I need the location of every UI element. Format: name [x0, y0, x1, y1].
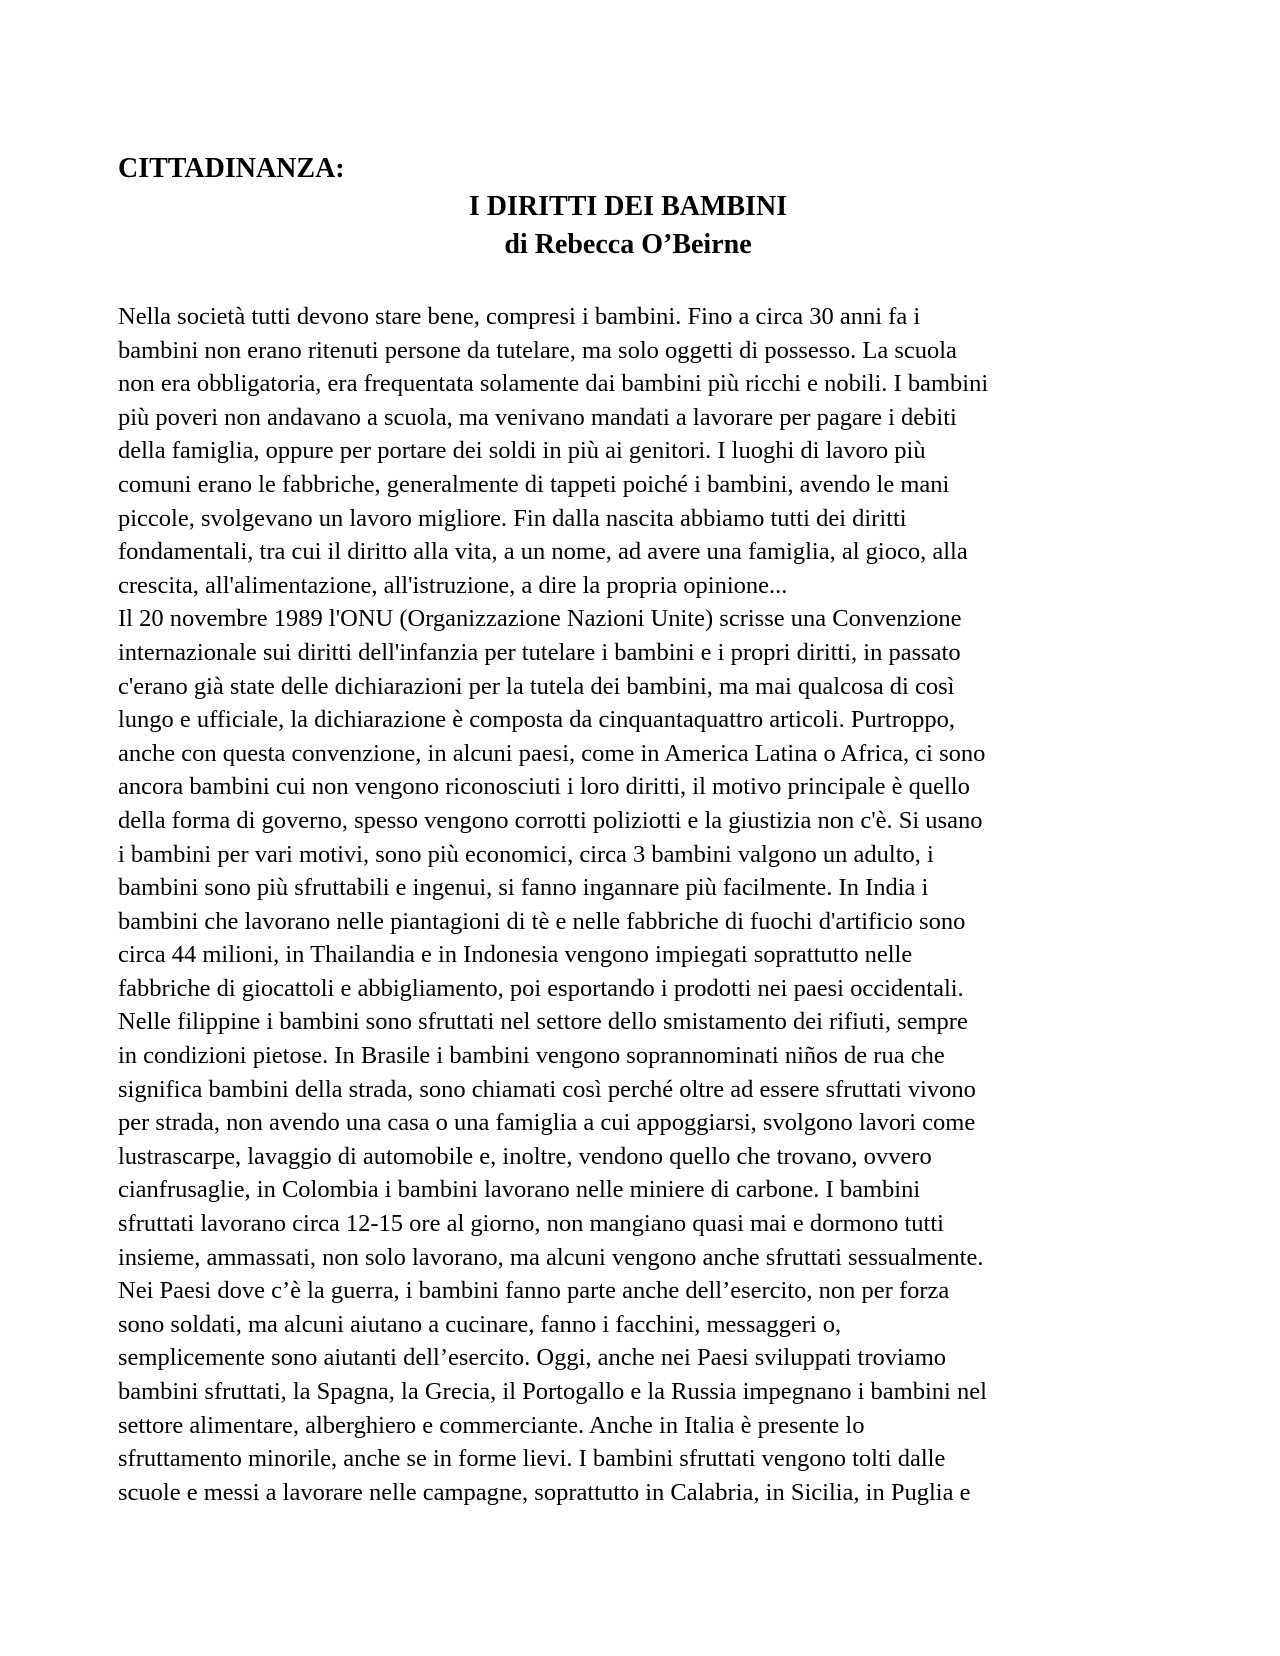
- text-line: cianfrusaglie, in Colombia i bambini lavorano nelle miniere di carbone. I bambini: [118, 1176, 921, 1204]
- text-line: comuni erano le fabbriche, generalmente di tappeti poiché i bambini, avendo le mani: [118, 470, 950, 498]
- text-line: più poveri non andavano a scuola, ma venivano mandati a lavorare per pagare i debiti: [118, 403, 957, 431]
- text-line: Nelle filippine i bambini sono sfruttati nel settore dello smistamento dei rifiuti, sempre: [118, 1008, 968, 1036]
- text-line: settore alimentare, alberghiero e commerciante. Anche in Italia è presente lo: [118, 1411, 865, 1439]
- document-title: I DIRITTI DEI BAMBINI: [468, 191, 788, 222]
- text-line: Nei Paesi dove c’è la guerra, i bambini fanno parte anche dell’esercito, non per forza: [118, 1277, 950, 1305]
- text-line: non era obbligatoria, era frequentata solamente dai bambini più ricchi e nobili. I bambini: [118, 370, 989, 398]
- text-line: significa bambini della strada, sono chiamati così perché oltre ad essere sfruttati vivono: [118, 1075, 976, 1103]
- text-line: sono soldati, ma alcuni aiutano a cucinare, fanno i facchini, messaggeri o,: [118, 1310, 842, 1338]
- text-line: lustrascarpe, lavaggio di automobile e, inoltre, vendono quello che trovano, ovvero: [118, 1142, 932, 1170]
- text-line: crescita, all'alimentazione, all'istruzione, a dire la propria opinione...: [118, 571, 788, 599]
- author-line: di Rebecca O’Beirne: [504, 229, 752, 260]
- text-line: bambini non erano ritenuti persone da tutelare, ma solo oggetti di possesso. La scuola: [118, 336, 957, 364]
- text-line: semplicemente sono aiutanti dell’esercito. Oggi, anche nei Paesi sviluppati troviamo: [118, 1344, 947, 1372]
- text-line: in condizioni pietose. In Brasile i bambini vengono soprannominati niños de rua che: [118, 1042, 945, 1070]
- text-line: i bambini per vari motivi, sono più economici, circa 3 bambini valgono un adulto, i: [118, 840, 934, 868]
- text-line: Nella società tutti devono stare bene, compresi i bambini. Fino a circa 30 anni fa i: [118, 303, 921, 330]
- text-line: piccole, svolgevano un lavoro migliore. Fin dalla nascita abbiamo tutti dei diritti: [118, 504, 907, 532]
- text-line: insieme, ammassati, non solo lavorano, ma alcuni vengono anche sfruttati sessualmente.: [118, 1243, 984, 1271]
- text-line: della famiglia, oppure per portare dei soldi in più ai genitori. I luoghi di lavoro più: [118, 437, 926, 465]
- text-line: c'erano già state delle dichiarazioni per la tutela dei bambini, ma mai qualcosa di così: [118, 672, 955, 700]
- text-line: scuole e messi a lavorare nelle campagne, soprattutto in Calabria, in Sicilia, in Puglia e: [118, 1478, 971, 1506]
- text-line: della forma di governo, spesso vengono corrotti poliziotti e la giustizia non c'è. Si usano: [118, 806, 983, 834]
- body-text: [118, 300, 1198, 1509]
- text-line: anche con questa convenzione, in alcuni paesi, come in America Latina o Africa, ci sono: [118, 739, 986, 767]
- text-line: Il 20 novembre 1989 l'ONU (Organizzazione Nazioni Unite) scrisse una Convenzione: [118, 605, 962, 633]
- section-heading: CITTADINANZA:: [118, 153, 345, 184]
- text-line: bambini sfruttati, la Spagna, la Grecia, il Portogallo e la Russia impegnano i bambini nel: [118, 1378, 987, 1405]
- text-line: per strada, non avendo una casa o una famiglia a cui appoggiarsi, svolgono lavori come: [118, 1109, 976, 1137]
- text-line: circa 44 milioni, in Thailandia e in Indonesia vengono impiegati soprattutto nelle: [118, 941, 913, 969]
- text-line: fondamentali, tra cui il diritto alla vita, a un nome, ad avere una famiglia, al gioco, alla: [118, 538, 968, 566]
- text-line: lungo e ufficiale, la dichiarazione è composta da cinquantaquattro articoli. Purtroppo,: [118, 706, 956, 734]
- text-line: ancora bambini cui non vengono riconosciuti i loro diritti, il motivo principale è quello: [118, 773, 970, 801]
- text-line: sfruttati lavorano circa 12-15 ore al giorno, non mangiano quasi mai e dormono tutti: [118, 1210, 944, 1238]
- text-line: bambini sono più sfruttabili e ingenui, si fanno ingannare più facilmente. In India i: [118, 874, 929, 902]
- text-line: internazionale sui diritti dell'infanzia per tutelare i bambini e i propri diritti, in passato: [118, 638, 961, 666]
- text-line: bambini che lavorano nelle piantagioni di tè e nelle fabbriche di fuochi d'artificio sono: [118, 907, 966, 935]
- text-line: sfruttamento minorile, anche se in forme lievi. I bambini sfruttati vengono tolti dalle: [118, 1445, 946, 1473]
- text-line: fabbriche di giocattoli e abbigliamento, poi esportando i prodotti nei paesi occidentali.: [118, 974, 964, 1002]
